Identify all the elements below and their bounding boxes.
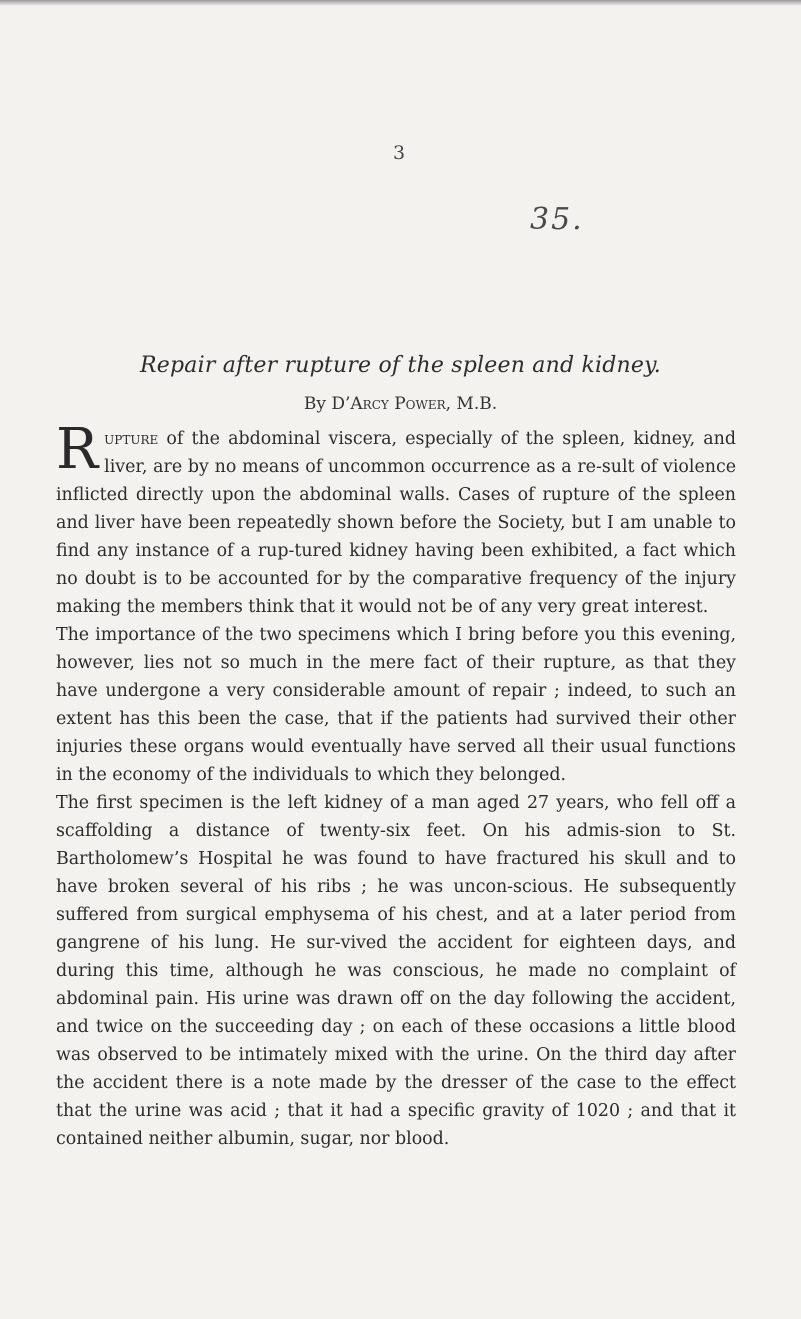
article-body [56, 417, 736, 1153]
paragraph-3: The first specimen is the left kidney of a man aged 27 years, who fell off a scaffolding a distance of twenty-six feet. On his admis-sion to St. Bartholomew’s Hospital he was found to have fractured his skull and to have broken several of his ribs ; he was uncon-scious. He subsequently suffered from surgical emphysema of his chest, and at a later period from gangrene of his lung. He sur-vived the accident for eighteen days, and during this time, although he was conscious, he made no complaint of abdominal pain. His urine was drawn off on the day following the accident, and twice on the succeeding day ; on each of these occasions a little blood was observed to be intimately mixed with the urine. On the third day after the accident there is a note made by the dresser of the case to the effect that the urine was acid ; that it had a specific gravity of 1020 ; and that it contained neither albumin, sugar, nor blood. [56, 793, 736, 1149]
page-number: 3 [392, 142, 406, 164]
article-title: Repair after rupture of the spleen and kidney. [140, 353, 661, 378]
scan-top-edge [0, 0, 801, 6]
paragraph-1 [56, 417, 736, 621]
byline-author: D’Arcy Power, M.B. [331, 394, 498, 414]
byline-prefix: By [303, 394, 326, 414]
handwritten-annotation: 35. [530, 202, 584, 237]
article-byline [0, 394, 801, 414]
first-word: upture [104, 429, 159, 449]
paragraph-1-text: of the abdominal viscera, especially of the spleen, kidney, and liver, are by no means of uncommon occurrence as a re-sult of violence inflicted directly upon the abdominal walls. Cases of rupture of the spleen and liver have been repeatedly shown before the Society, but I am unable to find any instance of a rup-tured kidney having been exhibited, a fact which no doubt is to be accounted for by the comparative frequency of the injury making the members think that it would not be of any very great interest. [56, 429, 736, 617]
drop-cap: R [56, 417, 99, 482]
paragraph-2: The importance of the two specimens which I bring before you this evening, however, lies not so much in the mere fact of their rupture, as that they have undergone a very considerable amount of repair ; indeed, to such an extent has this been the case, that if the patients had survived their other injuries these organs would eventually have served all their usual functions in the economy of the individuals to which they belonged. [56, 625, 736, 785]
